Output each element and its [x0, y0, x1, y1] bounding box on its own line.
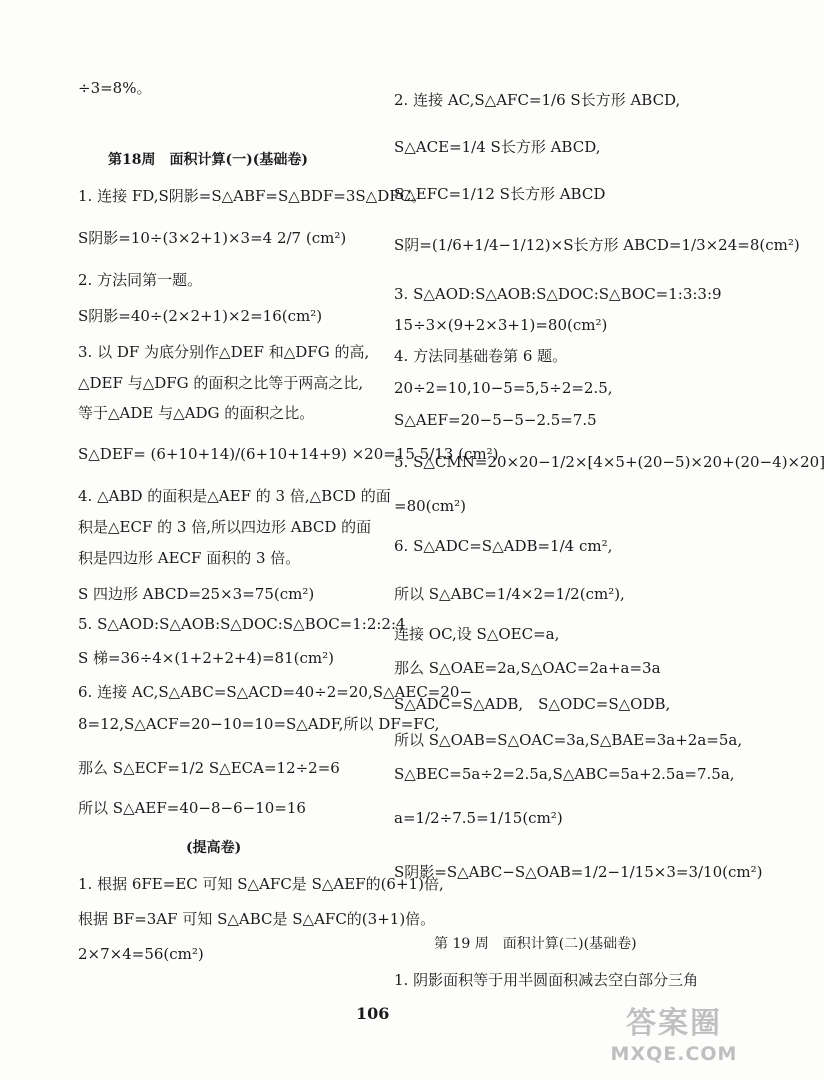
formula-line: 20÷2=10,10−5=5,5÷2=2.5,	[394, 379, 613, 397]
text-line: 1. 根据 6FE=EC 可知 S△AFC是 S△AEF的(6+1)倍,	[78, 875, 444, 893]
text-line: 积是△ECF 的 3 倍,所以四边形 ABCD 的面	[78, 518, 372, 536]
section-title-week19: 第 19 周 面积计算(二)(基础卷)	[434, 936, 637, 952]
text-line: 4. △ABD 的面积是△AEF 的 3 倍,△BCD 的面	[78, 487, 391, 505]
text-line: 等于△ADE 与△ADG 的面积之比。	[78, 404, 315, 422]
text-line: △DEF 与△DFG 的面积之比等于两高之比,	[78, 374, 364, 392]
text-line: 连接 OC,设 S△OEC=a,	[394, 625, 560, 643]
text-line: 1. 连接 FD,S阴影=S△ABF=S△BDF=3S△DFC。	[78, 187, 427, 205]
formula-line: 3. S△AOD:S△AOB:S△DOC:S△BOC=1:3:3:9	[394, 285, 722, 303]
formula-line: a=1/2÷7.5=1/15(cm²)	[394, 809, 563, 827]
page-number: 106	[356, 1004, 390, 1023]
formula-line: S阴影=S△ABC−S△OAB=1/2−1/15×3=3/10(cm²)	[394, 863, 763, 881]
text-line: ÷3=8%。	[78, 79, 152, 97]
text-line: 2. 连接 AC,S△AFC=1/6 S长方形 ABCD,	[394, 91, 681, 109]
formula-line: 6. S△ADC=S△ADB=1/4 cm²,	[394, 537, 613, 555]
formula-line: 那么 S△OAE=2a,S△OAC=2a+a=3a	[394, 659, 661, 677]
watermark-logo	[604, 1006, 744, 1076]
text-line: 1. 阴影面积等于用半圆面积减去空白部分三角	[394, 971, 699, 989]
formula-line: 15÷3×(9+2×3+1)=80(cm²)	[394, 316, 608, 334]
formula-line: 2×7×4=56(cm²)	[78, 945, 204, 963]
formula-line: 所以 S△OAB=S△OAC=3a,S△BAE=3a+2a=5a,	[394, 731, 743, 749]
text-line: 8=12,S△ACF=20−10=10=S△ADF,所以 DF=FC,	[78, 715, 440, 733]
text-line: 根据 BF=3AF 可知 S△ABC是 S△AFC的(3+1)倍。	[78, 910, 436, 928]
text-line: 4. 方法同基础卷第 6 题。	[394, 347, 568, 365]
formula-line: S△EFC=1/12 S长方形 ABCD	[394, 185, 606, 203]
formula-line: 所以 S△AEF=40−8−6−10=16	[78, 799, 306, 817]
text-line: 3. 以 DF 为底分别作△DEF 和△DFG 的高,	[78, 343, 370, 361]
formula-line: S△BEC=5a÷2=2.5a,S△ABC=5a+2.5a=7.5a,	[394, 765, 735, 783]
formula-line: S阴=(1/6+1/4−1/12)×S长方形 ABCD=1/3×24=8(cm²)	[394, 236, 800, 254]
formula-line: 5. S△CMN=20×20−1/2×[4×5+(20−5)×20+(20−4)×20]	[394, 453, 825, 471]
watermark-text-bottom: MXQE.COM	[610, 1043, 738, 1065]
text-line: 积是四边形 AECF 面积的 3 倍。	[78, 549, 301, 567]
formula-line: S△AEF=20−5−5−2.5=7.5	[394, 411, 597, 429]
formula-line: S 四边形 ABCD=25×3=75(cm²)	[78, 585, 315, 603]
formula-line: S△DEF= (6+10+14)/(6+10+14+9) ×20=15 5/13 (cm²)	[78, 445, 499, 463]
section-title-week18: 第18周 面积计算(一)(基础卷)	[108, 152, 308, 168]
watermark-text-top: 答案圈	[626, 1006, 722, 1041]
text-line: 6. 连接 AC,S△ABC=S△ACD=40÷2=20,S△AEC=20−	[78, 683, 473, 701]
subsection-title-advanced: (提高卷)	[186, 840, 242, 856]
formula-line: 5. S△AOD:S△AOB:S△DOC:S△BOC=1:2:2:4	[78, 615, 406, 633]
formula-line: S△ADC=S△ADB, S△ODC=S△ODB,	[394, 695, 671, 713]
formula-line: 那么 S△ECF=1/2 S△ECA=12÷2=6	[78, 759, 340, 777]
formula-line: =80(cm²)	[394, 497, 466, 515]
formula-line: S 梯=36÷4×(1+2+2+4)=81(cm²)	[78, 649, 334, 667]
text-line: 2. 方法同第一题。	[78, 271, 203, 289]
formula-line: S阴影=10÷(3×2+1)×3=4 2/7 (cm²)	[78, 229, 347, 247]
formula-line: 所以 S△ABC=1/4×2=1/2(cm²),	[394, 585, 625, 603]
formula-line: S△ACE=1/4 S长方形 ABCD,	[394, 138, 601, 156]
formula-line: S阴影=40÷(2×2+1)×2=16(cm²)	[78, 307, 323, 325]
